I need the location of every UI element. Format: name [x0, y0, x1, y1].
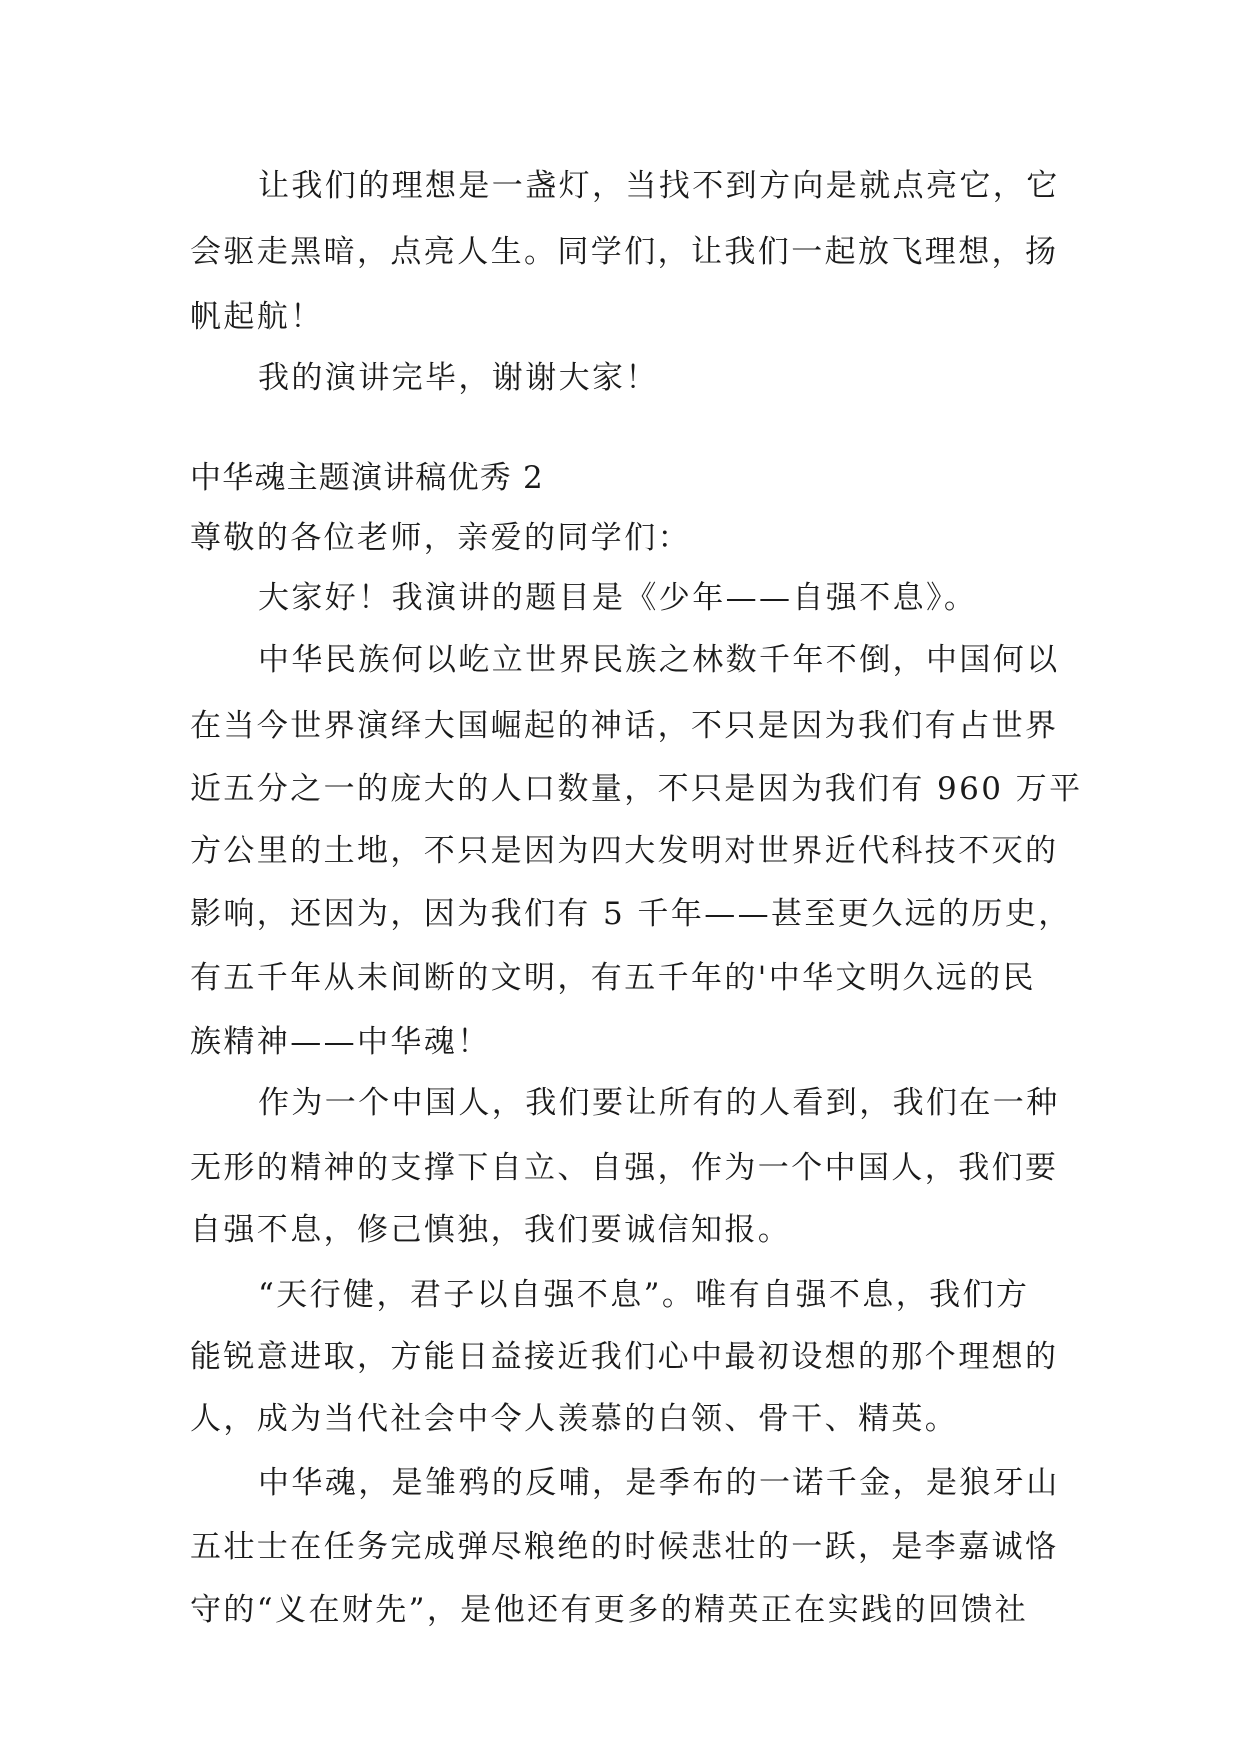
paragraph-line: 影响，还因为，因为我们有 5 千年——甚至更久远的历史，: [190, 896, 1072, 932]
paragraph-line: 有五千年从未间断的文明，有五千年的'中华文明久远的民: [190, 960, 1036, 996]
paragraph-line: 会驱走黑暗，点亮人生。同学们，让我们一起放飞理想，扬: [190, 234, 1059, 270]
paragraph-line: 帆起航！: [190, 299, 324, 335]
paragraph-line: 大家好！我演讲的题目是《少年——自强不息》。: [258, 580, 978, 616]
paragraph-line: 五壮士在任务完成弹尽粮绝的时候悲壮的一跃，是李嘉诚恪: [190, 1529, 1059, 1565]
paragraph-line: 自强不息，修己慎独，我们要诚信知报。: [190, 1212, 792, 1248]
paragraph-line: 近五分之一的庞大的人口数量，不只是因为我们有 960 万平: [190, 771, 1083, 807]
paragraph-line: 我的演讲完毕，谢谢大家！: [258, 360, 659, 396]
paragraph-line: 方公里的土地，不只是因为四大发明对世界近代科技不灭的: [190, 833, 1059, 869]
paragraph-line: 中华魂，是雏鸦的反哺，是季布的一诺千金，是狼牙山: [258, 1465, 1060, 1501]
paragraph-line: 人，成为当代社会中令人羡慕的白领、骨干、精英。: [190, 1401, 959, 1437]
paragraph-line: 作为一个中国人，我们要让所有的人看到，我们在一种: [258, 1085, 1060, 1121]
paragraph-line: “天行健，君子以自强不息”。唯有自强不息，我们方: [258, 1277, 1030, 1313]
salutation: 尊敬的各位老师，亲爱的同学们：: [190, 520, 691, 556]
paragraph-line: 让我们的理想是一盏灯，当找不到方向是就点亮它，它: [258, 168, 1060, 204]
paragraph-line: 守的“义在财先”，是他还有更多的精英正在实践的回馈社: [190, 1592, 1029, 1628]
paragraph-line: 能锐意进取，方能日益接近我们心中最初设想的那个理想的: [190, 1339, 1059, 1375]
paragraph-line: 中华民族何以屹立世界民族之林数千年不倒，中国何以: [258, 642, 1060, 678]
paragraph-line: 无形的精神的支撑下自立、自强，作为一个中国人，我们要: [190, 1150, 1059, 1186]
section-heading: 中华魂主题演讲稿优秀 2: [190, 460, 544, 496]
paragraph-line: 族精神——中华魂！: [190, 1024, 491, 1060]
paragraph-line: 在当今世界演绎大国崛起的神话，不只是因为我们有占世界: [190, 708, 1059, 744]
